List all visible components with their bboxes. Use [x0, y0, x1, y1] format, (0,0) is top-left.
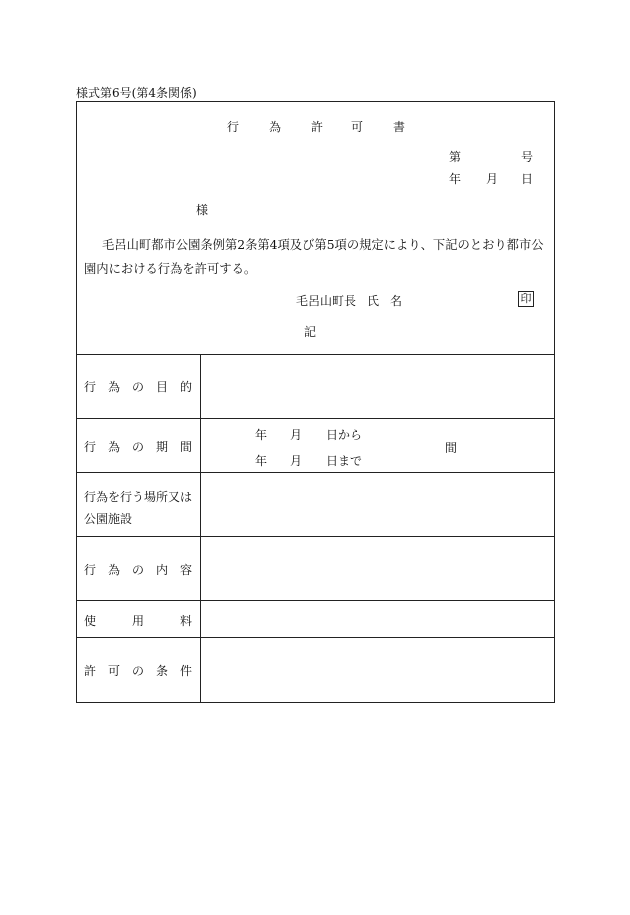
signer-name-label: 氏 — [367, 294, 380, 308]
label-char: 許 — [84, 664, 97, 678]
label-char: 為 — [107, 380, 120, 394]
period-duration: 間 — [445, 441, 458, 455]
label-char: の — [131, 380, 144, 394]
label-char: 件 — [179, 664, 192, 678]
period-from-month: 月 — [290, 428, 303, 442]
title-char: 可 — [351, 120, 364, 134]
label-char: 為 — [107, 563, 120, 577]
doc-number-prefix: 第 — [449, 150, 462, 164]
ki-label: 記 — [304, 325, 317, 339]
table-divider — [76, 418, 555, 419]
table-column-divider — [200, 354, 201, 703]
label-char: の — [131, 664, 144, 678]
label-char: 条 — [155, 664, 168, 678]
row-label-place: 行為を行う場所又は 公園施設 — [84, 490, 193, 526]
seal-mark — [518, 291, 534, 307]
row-label-content — [84, 561, 192, 578]
period-to-month: 月 — [290, 454, 303, 468]
date-year: 年 — [449, 172, 462, 186]
doc-number-suffix: 号 — [521, 150, 534, 164]
label-char: 行 — [84, 563, 97, 577]
label-char: の — [131, 440, 144, 454]
label-char: 使 — [84, 614, 97, 628]
signer-name-label-2: 名 — [390, 294, 403, 308]
form-number: 様式第6号(第4条関係) — [76, 86, 197, 100]
period-to-day: 日まで — [326, 454, 363, 468]
table-divider — [76, 536, 555, 537]
label-char: 目 — [155, 380, 168, 394]
row-label-period — [84, 438, 192, 455]
title-char: 行 — [227, 120, 240, 134]
table-divider — [76, 472, 555, 473]
label-char: 期 — [155, 440, 168, 454]
row-label-fee — [84, 612, 192, 629]
row-label-conditions — [84, 662, 192, 679]
label-char: 行 — [84, 380, 97, 394]
label-char: 容 — [179, 563, 192, 577]
label-char: 的 — [179, 380, 192, 394]
title-char: 書 — [393, 120, 406, 134]
label-char: 間 — [179, 440, 192, 454]
label-char: 用 — [131, 614, 144, 628]
label-char: 料 — [179, 614, 192, 628]
table-divider — [76, 637, 555, 638]
date-day: 日 — [521, 172, 534, 186]
label-char: 行 — [84, 440, 97, 454]
label-char: 可 — [107, 664, 120, 678]
row-label-purpose — [84, 378, 192, 395]
table-divider — [76, 354, 555, 355]
label-char: の — [131, 563, 144, 577]
title-char: 為 — [269, 120, 282, 134]
label-char: 内 — [155, 563, 168, 577]
body-text — [84, 233, 546, 281]
addressee-suffix: 様 — [196, 203, 209, 217]
period-from-year: 年 — [255, 428, 268, 442]
table-divider — [76, 600, 555, 601]
label-char: 為 — [107, 440, 120, 454]
seal-text: 印 — [518, 291, 534, 307]
title-char: 許 — [311, 120, 324, 134]
body-paragraph: 毛呂山町都市公園条例第2条第4項及び第5項の規定により、下記のとおり都市公園内における行為を許可する。 — [84, 238, 544, 276]
period-to-year: 年 — [255, 454, 268, 468]
date-month: 月 — [486, 172, 499, 186]
period-from-day: 日から — [326, 428, 363, 442]
signer-title: 毛呂山町長 — [296, 294, 357, 308]
